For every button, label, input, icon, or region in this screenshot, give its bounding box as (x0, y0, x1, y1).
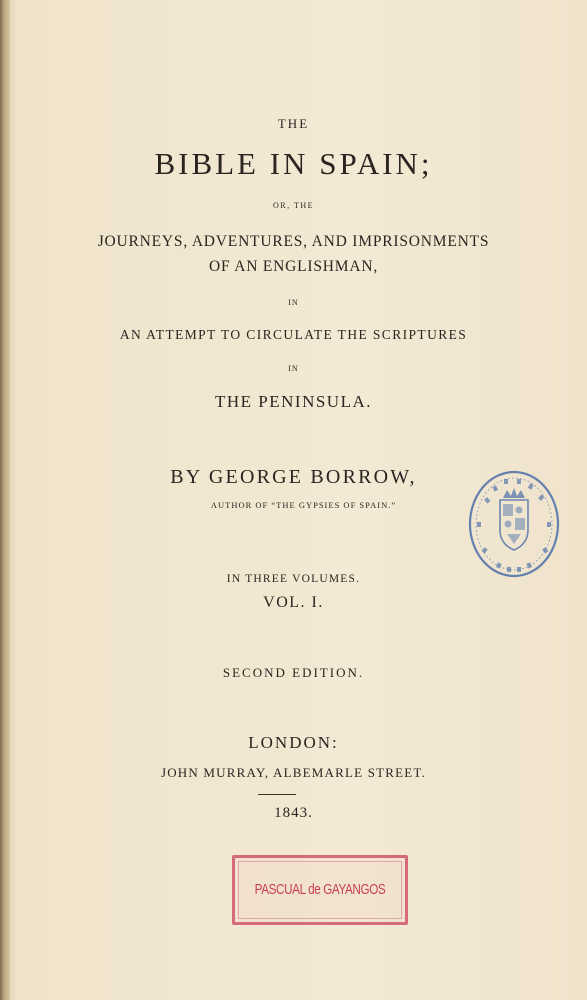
in-text-2: IN (288, 364, 299, 373)
owner-stamp-text: PASCUAL de GAYANGOS (254, 881, 386, 898)
subtitle-line-2: OF AN ENGLISHMAN, (208, 258, 379, 275)
subtitle-line-1: JOURNEYS, ADVENTURES, AND IMPRISONMENTS (97, 233, 490, 250)
imprint-publisher: JOHN MURRAY, ALBEMARLE STREET. (160, 765, 427, 780)
author-note: AUTHOR OF “THE GYPSIES OF SPAIN.” (210, 500, 397, 510)
purpose-line: AN ATTEMPT TO CIRCULATE THE SCRIPTURES (119, 327, 468, 342)
owner-stamp (232, 855, 408, 925)
title-article: THE (277, 116, 310, 131)
author-byline: BY GEORGE BORROW, (170, 466, 417, 488)
edition-line: SECOND EDITION. (222, 665, 365, 680)
library-seal-icon (467, 468, 561, 580)
place-line: THE PENINSULA. (215, 392, 372, 411)
volume-number: VOL. I. (263, 594, 324, 611)
volumes-count: IN THREE VOLUMES. (226, 573, 361, 585)
imprint-city: LONDON: (248, 733, 339, 752)
in-text-1: IN (288, 298, 299, 307)
imprint-rule (258, 794, 296, 795)
book-title: BIBLE IN SPAIN; (154, 146, 433, 181)
imprint-year: 1843. (274, 805, 313, 821)
or-the-text: OR, THE (272, 201, 315, 210)
